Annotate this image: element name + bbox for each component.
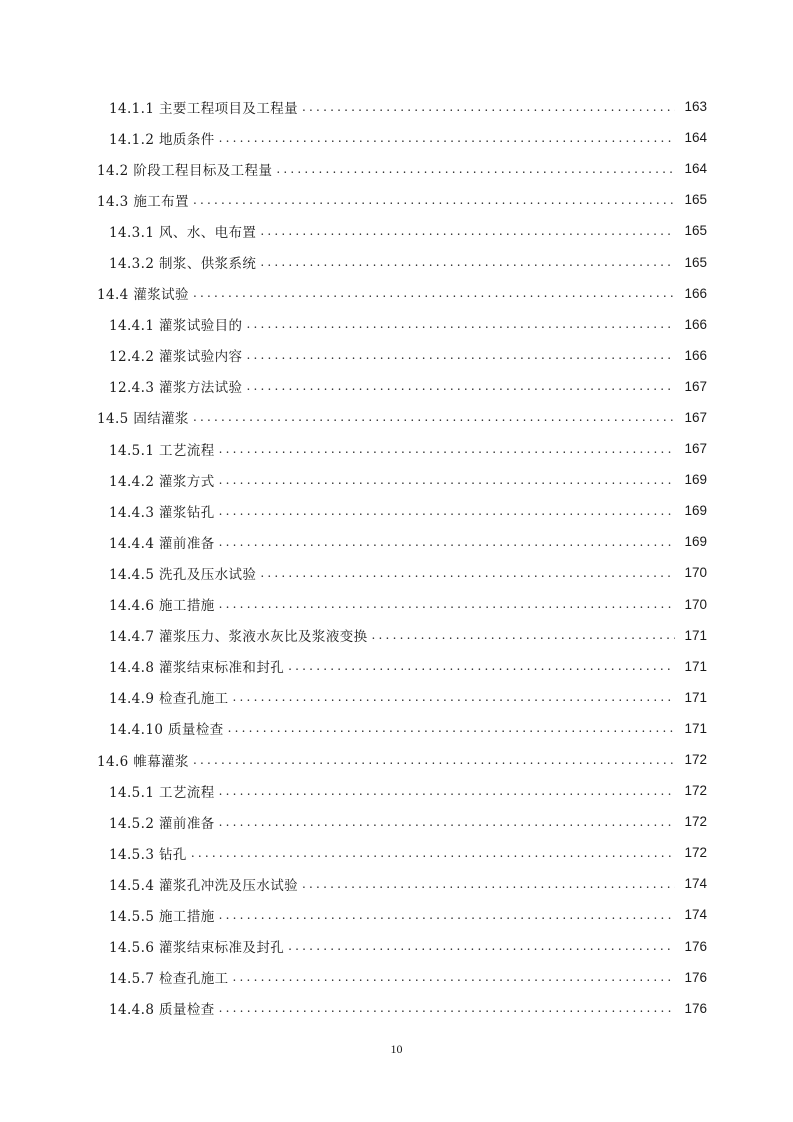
toc-entry-title: 14.5.1 工艺流程 bbox=[109, 784, 215, 801]
toc-entry-page: 172 bbox=[684, 783, 707, 799]
toc-entry[interactable] bbox=[0, 340, 793, 371]
toc-entry-title: 14.1.1 主要工程项目及工程量 bbox=[109, 100, 299, 117]
toc-dot-leader bbox=[219, 784, 675, 798]
toc-entry[interactable] bbox=[0, 713, 793, 744]
toc-entry[interactable] bbox=[0, 899, 793, 930]
toc-dot-leader bbox=[260, 224, 675, 238]
toc-dot-leader bbox=[219, 535, 675, 549]
toc-entry[interactable] bbox=[0, 91, 793, 122]
toc-entry-title: 12.4.3 灌浆方法试验 bbox=[109, 380, 243, 397]
toc-entry-page: 167 bbox=[684, 378, 707, 394]
toc-entry-title: 14.4.10 质量检查 bbox=[109, 722, 224, 739]
toc-entry[interactable] bbox=[0, 744, 793, 775]
toc-entry-title: 14.4.1 灌浆试验目的 bbox=[109, 318, 243, 335]
toc-entry-title: 14.4 灌浆试验 bbox=[97, 287, 189, 304]
toc-entry[interactable] bbox=[0, 868, 793, 899]
toc-entry[interactable] bbox=[0, 464, 793, 495]
toc-dot-leader bbox=[191, 846, 675, 860]
toc-dot-leader bbox=[219, 504, 675, 518]
toc-dot-leader bbox=[193, 193, 675, 207]
toc-dot-leader bbox=[246, 379, 675, 393]
toc-dot-leader bbox=[219, 442, 675, 456]
toc-entry-title: 14.4.3 灌浆钻孔 bbox=[109, 504, 215, 521]
toc-entry-page: 165 bbox=[684, 223, 707, 239]
toc-dot-leader bbox=[260, 566, 675, 580]
toc-entry[interactable] bbox=[0, 775, 793, 806]
toc-entry-page: 172 bbox=[684, 814, 707, 830]
toc-entry-page: 166 bbox=[684, 316, 707, 332]
toc-entry-page: 171 bbox=[684, 689, 707, 705]
toc-entry[interactable] bbox=[0, 309, 793, 340]
toc-dot-leader bbox=[246, 317, 675, 331]
toc-entry-page: 165 bbox=[684, 254, 707, 270]
toc-entry-title: 14.5.4 灌浆孔冲洗及压水试验 bbox=[109, 877, 299, 894]
toc-dot-leader bbox=[219, 597, 675, 611]
toc-entry-page: 165 bbox=[684, 192, 707, 208]
toc-entry-title: 14.4.7 灌浆压力、浆液水灰比及浆液变换 bbox=[109, 629, 368, 646]
toc-entry[interactable] bbox=[0, 246, 793, 277]
toc-entry-title: 14.5.1 工艺流程 bbox=[109, 442, 215, 459]
toc-entry-page: 172 bbox=[684, 845, 707, 861]
toc-entry[interactable] bbox=[0, 931, 793, 962]
toc-dot-leader bbox=[288, 939, 675, 953]
toc-entry-page: 166 bbox=[684, 285, 707, 301]
toc-entry-page: 171 bbox=[684, 720, 707, 736]
toc-entry[interactable] bbox=[0, 962, 793, 993]
toc-entry-title: 14.4.9 检查孔施工 bbox=[109, 691, 229, 708]
toc-entry[interactable] bbox=[0, 526, 793, 557]
toc-entry[interactable] bbox=[0, 215, 793, 246]
toc-entry-page: 164 bbox=[684, 130, 707, 146]
toc-entry[interactable] bbox=[0, 122, 793, 153]
toc-dot-leader bbox=[228, 721, 675, 735]
toc-entry-title: 14.4.5 洗孔及压水试验 bbox=[109, 566, 257, 583]
toc-entry[interactable] bbox=[0, 184, 793, 215]
toc-entry-title: 14.1.2 地质条件 bbox=[109, 131, 215, 148]
toc-dot-leader bbox=[233, 690, 675, 704]
toc-dot-leader bbox=[219, 473, 675, 487]
toc-entry[interactable] bbox=[0, 433, 793, 464]
toc-dot-leader bbox=[246, 348, 675, 362]
toc-dot-leader bbox=[219, 1001, 675, 1015]
toc-entry[interactable] bbox=[0, 495, 793, 526]
toc-entry-title: 14.4.8 质量检查 bbox=[109, 1002, 215, 1019]
toc-entry-title: 14.3.2 制浆、供浆系统 bbox=[109, 256, 257, 273]
toc-dot-leader bbox=[302, 877, 675, 891]
toc-entry-title: 14.5.2 灌前准备 bbox=[109, 815, 215, 832]
toc-entry-title: 14.3.1 风、水、电布置 bbox=[109, 224, 257, 241]
toc-entry-page: 176 bbox=[684, 938, 707, 954]
toc-dot-leader bbox=[193, 753, 675, 767]
toc-entry-page: 169 bbox=[684, 534, 707, 550]
toc-entry-title: 14.3 施工布置 bbox=[97, 193, 189, 210]
toc-entry[interactable] bbox=[0, 682, 793, 713]
toc-entry[interactable] bbox=[0, 153, 793, 184]
toc-entry-page: 176 bbox=[684, 1000, 707, 1016]
toc-entry-page: 169 bbox=[684, 503, 707, 519]
toc-entry-title: 14.4.6 施工措施 bbox=[109, 598, 215, 615]
toc-dot-leader bbox=[260, 255, 675, 269]
toc-entry-title: 14.5.5 施工措施 bbox=[109, 908, 215, 925]
toc-dot-leader bbox=[193, 410, 675, 424]
toc-entry-title: 14.4.2 灌浆方式 bbox=[109, 473, 215, 490]
toc-entry-page: 170 bbox=[684, 596, 707, 612]
toc-entry-page: 164 bbox=[684, 161, 707, 177]
toc-entry[interactable] bbox=[0, 651, 793, 682]
toc-dot-leader bbox=[219, 131, 675, 145]
toc-entry[interactable] bbox=[0, 993, 793, 1024]
toc-entry[interactable] bbox=[0, 589, 793, 620]
toc-entry-title: 14.4.4 灌前准备 bbox=[109, 535, 215, 552]
toc-entry-page: 174 bbox=[684, 876, 707, 892]
toc-entry-page: 170 bbox=[684, 565, 707, 581]
toc-entry[interactable] bbox=[0, 620, 793, 651]
toc-entry-page: 163 bbox=[684, 99, 707, 115]
toc-dot-leader bbox=[219, 908, 675, 922]
toc-entry[interactable] bbox=[0, 371, 793, 402]
toc-entry-page: 176 bbox=[684, 969, 707, 985]
toc-entry[interactable] bbox=[0, 557, 793, 588]
toc-dot-leader bbox=[302, 100, 675, 114]
toc-dot-leader bbox=[219, 815, 675, 829]
toc-entry-title: 14.2 阶段工程目标及工程量 bbox=[97, 162, 273, 179]
toc-entry-title: 14.4.8 灌浆结束标准和封孔 bbox=[109, 660, 285, 677]
toc-dot-leader bbox=[288, 659, 675, 673]
toc-entry-page: 167 bbox=[684, 409, 707, 425]
toc-entry[interactable] bbox=[0, 837, 793, 868]
toc-entry[interactable] bbox=[0, 278, 793, 309]
toc-dot-leader bbox=[233, 970, 675, 984]
toc-entry-page: 172 bbox=[684, 752, 707, 768]
toc-entry-page: 169 bbox=[684, 472, 707, 488]
toc-entry-title: 14.5 固结灌浆 bbox=[97, 411, 189, 428]
toc-entry-page: 174 bbox=[684, 907, 707, 923]
toc-entry-title: 14.5.3 钻孔 bbox=[109, 846, 187, 863]
toc-entry-page: 167 bbox=[684, 441, 707, 457]
toc-entry-page: 171 bbox=[684, 627, 707, 643]
toc-entry-title: 14.5.7 检查孔施工 bbox=[109, 971, 229, 988]
toc-entry-title: 14.6 帷幕灌浆 bbox=[97, 753, 189, 770]
toc-entry-page: 166 bbox=[684, 347, 707, 363]
toc-dot-leader bbox=[372, 628, 675, 642]
toc-entry-title: 14.5.6 灌浆结束标准及封孔 bbox=[109, 940, 285, 957]
table-of-contents bbox=[0, 91, 793, 1024]
toc-dot-leader bbox=[193, 286, 675, 300]
toc-entry[interactable] bbox=[0, 402, 793, 433]
toc-entry[interactable] bbox=[0, 806, 793, 837]
toc-dot-leader bbox=[276, 162, 675, 176]
toc-entry-page: 171 bbox=[684, 658, 707, 674]
toc-entry-title: 12.4.2 灌浆试验内容 bbox=[109, 349, 243, 366]
page-number: 10 bbox=[390, 1042, 403, 1056]
